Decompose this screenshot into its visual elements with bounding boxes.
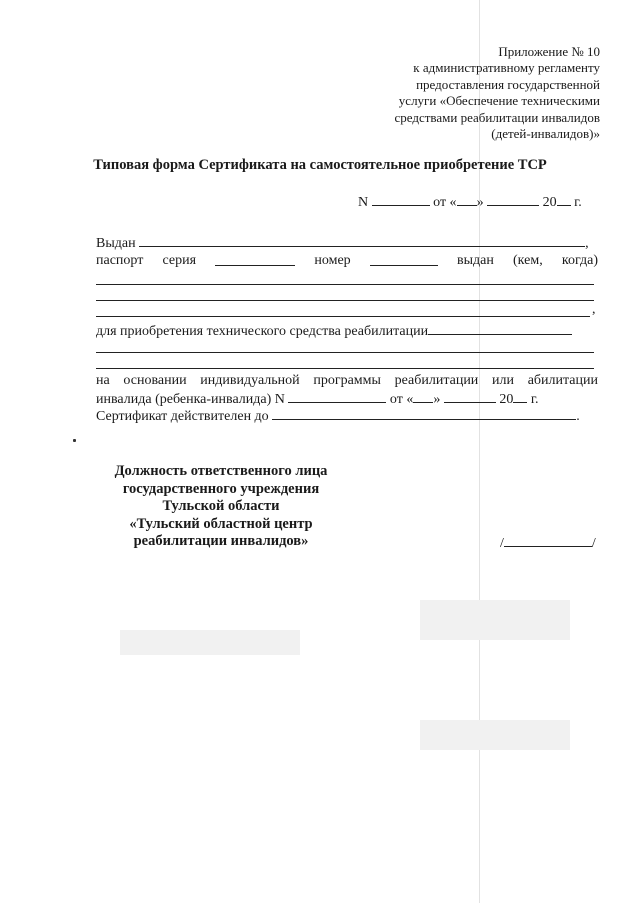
- passport-word: номер: [314, 253, 351, 268]
- official-line: «Тульский областной центр: [129, 515, 313, 532]
- signature-open: /: [500, 536, 504, 551]
- valid-until-line: [96, 407, 580, 425]
- appendix-line: средствами реабилитации инвалидов: [394, 109, 600, 125]
- official-line: Должность ответственного лица: [114, 463, 328, 479]
- passport-word: выдан: [456, 253, 494, 268]
- passport-word: (кем,: [513, 253, 543, 268]
- basis-word: реабилитации: [394, 373, 479, 388]
- passport-number-blank: [370, 253, 438, 266]
- appendix-line: услуги «Обеспечение техническими: [398, 93, 600, 109]
- passport-word: паспорт: [96, 253, 144, 268]
- official-line: реабилитации инвалидов»: [133, 533, 309, 550]
- basis-line: [96, 373, 598, 389]
- signature-blank: [504, 534, 592, 547]
- issued-line: [96, 234, 589, 252]
- issued-blank: [139, 234, 585, 247]
- scan-ghost-mark: [420, 720, 570, 750]
- comma: ,: [592, 302, 596, 317]
- appendix-line: к административному регламенту: [413, 60, 600, 76]
- month-blank: [444, 390, 496, 403]
- appendix-line: предоставления государственной: [416, 76, 600, 92]
- program-number-line: [96, 390, 539, 408]
- purpose-label: для приобретения технического средства реабилитации: [96, 324, 429, 339]
- basis-word: абилитации: [527, 373, 598, 388]
- from-label: от «: [433, 195, 457, 210]
- period: .: [576, 409, 580, 424]
- day-blank: [457, 193, 477, 206]
- month-blank: [487, 193, 539, 206]
- scan-speck: [73, 439, 76, 442]
- blank-rule: [96, 316, 590, 317]
- year-suffix: г.: [574, 195, 582, 210]
- basis-line2: инвалида (ребенка-инвалида) N: [96, 392, 285, 407]
- year-blank: [557, 193, 571, 206]
- day-blank: [413, 390, 433, 403]
- valid-label: Сертификат действителен до: [96, 409, 269, 424]
- scan-ghost-mark: [420, 600, 570, 640]
- number-blank: [372, 193, 430, 206]
- passport-word: серия: [162, 253, 197, 268]
- signature-close: /: [591, 536, 596, 551]
- purpose-blank: [428, 322, 572, 335]
- basis-word: основании: [123, 373, 187, 388]
- passport-line: [96, 253, 598, 269]
- official-line: государственного учреждения: [122, 480, 320, 497]
- year-suffix: г.: [530, 392, 539, 407]
- signature-field: [500, 534, 596, 552]
- appendix-header: [340, 44, 600, 142]
- basis-word: индивидуальной: [200, 373, 300, 388]
- scan-ghost-mark: [120, 630, 300, 655]
- number-prefix: N: [358, 195, 369, 210]
- year-prefix: 20: [542, 195, 557, 210]
- quote-close: »: [476, 195, 484, 210]
- certificate-number-line: [358, 193, 582, 211]
- official-line: Тульской области: [162, 498, 280, 515]
- blank-rule: [96, 300, 594, 301]
- official-signatory-block: [96, 463, 346, 551]
- comma: ,: [585, 236, 589, 251]
- blank-rule: [96, 284, 594, 285]
- appendix-line: Приложение № 10: [498, 44, 600, 59]
- year-prefix: 20: [499, 392, 514, 407]
- year-blank: [513, 390, 527, 403]
- basis-word: на: [96, 373, 110, 388]
- passport-word: когда): [561, 253, 598, 268]
- purpose-line: [96, 322, 572, 340]
- program-number-blank: [288, 390, 386, 403]
- appendix-line: (детей-инвалидов)»: [491, 126, 600, 142]
- blank-rule: [96, 352, 594, 353]
- quote-close: »: [433, 392, 441, 407]
- basis-word: или: [492, 373, 514, 388]
- valid-until-blank: [272, 407, 576, 420]
- from-label: от «: [389, 392, 414, 407]
- issued-label: Выдан: [96, 236, 136, 251]
- series-blank: [215, 253, 295, 266]
- form-title: Типовая форма Сертификата на самостоятельное приобретение ТСР: [93, 157, 547, 173]
- basis-word: программы: [313, 373, 381, 388]
- blank-rule: [96, 368, 594, 369]
